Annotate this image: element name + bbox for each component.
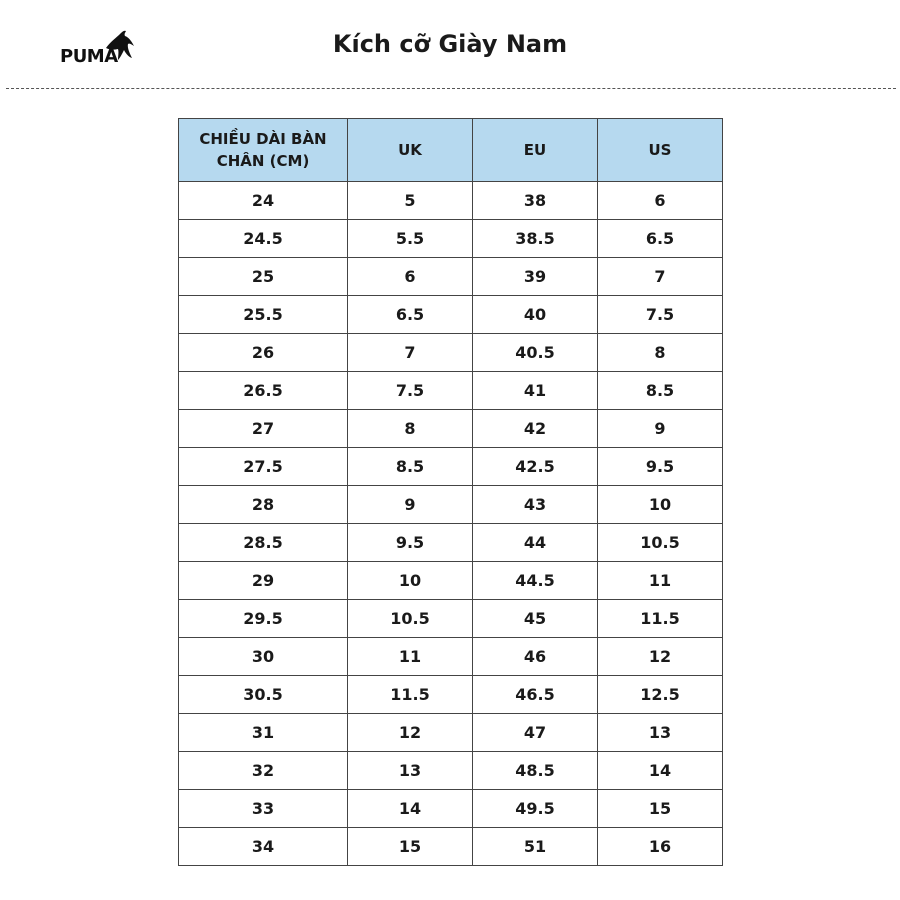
table-cell: 48.5 xyxy=(473,752,598,790)
table-cell: 12 xyxy=(348,714,473,752)
table-cell: 27.5 xyxy=(179,448,348,486)
table-cell: 40.5 xyxy=(473,334,598,372)
table-row xyxy=(179,410,723,448)
table-cell: 29 xyxy=(179,562,348,600)
table-row xyxy=(179,258,723,296)
table-cell: 16 xyxy=(598,828,723,866)
table-cell: 44 xyxy=(473,524,598,562)
table-cell: 34 xyxy=(179,828,348,866)
column-header: CHIỀU DÀI BÀN CHÂN (CM) xyxy=(179,119,348,182)
table-cell: 27 xyxy=(179,410,348,448)
table-row xyxy=(179,638,723,676)
table-cell: 41 xyxy=(473,372,598,410)
table-cell: 13 xyxy=(598,714,723,752)
table-row xyxy=(179,600,723,638)
table-cell: 38.5 xyxy=(473,220,598,258)
table-cell: 15 xyxy=(598,790,723,828)
table-cell: 10 xyxy=(598,486,723,524)
table-cell: 43 xyxy=(473,486,598,524)
table-cell: 25 xyxy=(179,258,348,296)
table-cell: 11.5 xyxy=(598,600,723,638)
table-cell: 24 xyxy=(179,182,348,220)
table-cell: 9 xyxy=(598,410,723,448)
table-cell: 14 xyxy=(598,752,723,790)
table-cell: 12.5 xyxy=(598,676,723,714)
table-row xyxy=(179,676,723,714)
column-header: US xyxy=(598,119,723,182)
table-cell: 24.5 xyxy=(179,220,348,258)
column-header: UK xyxy=(348,119,473,182)
table-cell: 11.5 xyxy=(348,676,473,714)
table-cell: 7.5 xyxy=(348,372,473,410)
table-cell: 47 xyxy=(473,714,598,752)
table-row xyxy=(179,828,723,866)
table-cell: 28.5 xyxy=(179,524,348,562)
table-cell: 14 xyxy=(348,790,473,828)
table-cell: 30.5 xyxy=(179,676,348,714)
page-title: Kích cỡ Giày Nam xyxy=(332,30,568,58)
table-cell: 6 xyxy=(598,182,723,220)
table-cell: 11 xyxy=(598,562,723,600)
table-cell: 39 xyxy=(473,258,598,296)
table-cell: 28 xyxy=(179,486,348,524)
table-cell: 6 xyxy=(348,258,473,296)
table-cell: 5 xyxy=(348,182,473,220)
table-cell: 11 xyxy=(348,638,473,676)
table-cell: 8.5 xyxy=(348,448,473,486)
table-cell: 8 xyxy=(348,410,473,448)
table-body xyxy=(179,182,723,866)
logo-wordmark: PUMA xyxy=(60,46,118,67)
table-cell: 10.5 xyxy=(598,524,723,562)
table-cell: 13 xyxy=(348,752,473,790)
table-cell: 10 xyxy=(348,562,473,600)
table-cell: 40 xyxy=(473,296,598,334)
table-cell: 45 xyxy=(473,600,598,638)
table-row xyxy=(179,448,723,486)
table-header-row xyxy=(179,119,723,182)
table-cell: 46 xyxy=(473,638,598,676)
table-cell: 5.5 xyxy=(348,220,473,258)
table-cell: 15 xyxy=(348,828,473,866)
table-cell: 46.5 xyxy=(473,676,598,714)
table-row xyxy=(179,220,723,258)
table-row xyxy=(179,752,723,790)
table-cell: 12 xyxy=(598,638,723,676)
table-cell: 26.5 xyxy=(179,372,348,410)
table-cell: 26 xyxy=(179,334,348,372)
table-cell: 8.5 xyxy=(598,372,723,410)
column-header: EU xyxy=(473,119,598,182)
table-cell: 49.5 xyxy=(473,790,598,828)
dashed-divider xyxy=(6,88,896,89)
table-row xyxy=(179,562,723,600)
table-cell: 30 xyxy=(179,638,348,676)
table-cell: 42 xyxy=(473,410,598,448)
table-cell: 42.5 xyxy=(473,448,598,486)
table-row xyxy=(179,334,723,372)
table-cell: 9.5 xyxy=(598,448,723,486)
table-cell: 32 xyxy=(179,752,348,790)
table-cell: 6.5 xyxy=(598,220,723,258)
table-cell: 25.5 xyxy=(179,296,348,334)
size-chart-table xyxy=(178,118,723,866)
table-cell: 9.5 xyxy=(348,524,473,562)
table-row xyxy=(179,524,723,562)
table-cell: 7.5 xyxy=(598,296,723,334)
table-cell: 7 xyxy=(348,334,473,372)
table-row xyxy=(179,296,723,334)
table-cell: 31 xyxy=(179,714,348,752)
table-cell: 44.5 xyxy=(473,562,598,600)
table-cell: 38 xyxy=(473,182,598,220)
table-cell: 33 xyxy=(179,790,348,828)
table-cell: 9 xyxy=(348,486,473,524)
table-cell: 6.5 xyxy=(348,296,473,334)
table-row xyxy=(179,486,723,524)
table-cell: 51 xyxy=(473,828,598,866)
table-cell: 7 xyxy=(598,258,723,296)
table-row xyxy=(179,372,723,410)
table-cell: 8 xyxy=(598,334,723,372)
table-cell: 29.5 xyxy=(179,600,348,638)
table-cell: 10.5 xyxy=(348,600,473,638)
table-row xyxy=(179,714,723,752)
table-row xyxy=(179,790,723,828)
table-row xyxy=(179,182,723,220)
